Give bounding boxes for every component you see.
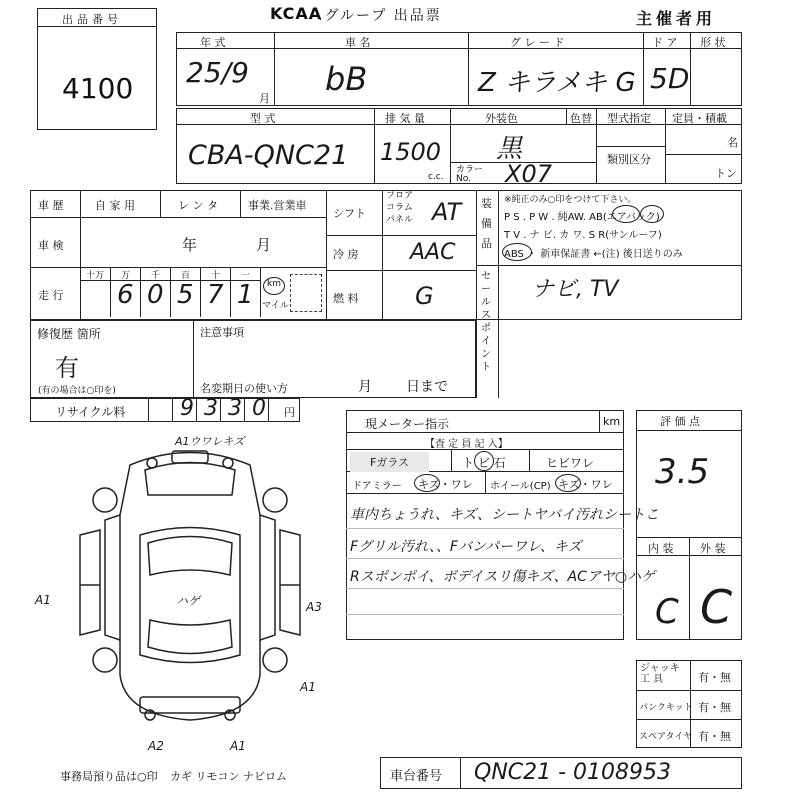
exterior-color-label: 外装色: [485, 112, 518, 125]
spare-tire-value: 有・無: [698, 730, 731, 743]
digit-label: 一: [241, 271, 251, 281]
km-label: km: [267, 279, 281, 289]
inspection-month-label: 月: [256, 236, 272, 254]
color-no-value: X07: [505, 160, 552, 188]
floor-column-label: フロア コラム パネル: [386, 191, 414, 225]
equipment-line2: T V . ナ ビ. カ ワ. S R(サンルーフ): [504, 230, 662, 241]
exterior-score-value: C: [700, 580, 733, 634]
shift-value: AT: [432, 198, 462, 226]
puncture-kit-label: パンクキット: [639, 703, 693, 713]
inspector-comment-3: Rスポンポイ、ボデイスリ傷キズ、ACアヤ○ハゲ: [350, 569, 656, 585]
circle-ab: [640, 205, 664, 223]
grade-value: Z キラメキ G: [478, 68, 636, 98]
inspector-comment-1: 車内ちょうれ、キズ、シートヤバイ汚れシートこ: [350, 507, 659, 523]
cc-unit: c.c.: [428, 172, 444, 182]
business-label: 事業.営業車: [248, 199, 307, 212]
jack-value: 有・無: [698, 671, 731, 684]
diagram-note: A1: [35, 593, 51, 607]
capacity-unit-tons: トン: [715, 167, 737, 180]
circle-abs: [502, 243, 532, 261]
interior-value: C: [655, 592, 679, 632]
fuel-label: 燃 料: [333, 292, 359, 305]
car-name-label: 車 名: [345, 36, 371, 49]
spare-tire-label: スペアタイヤ: [639, 732, 693, 742]
repair-label: 修復歴 箇所: [37, 327, 101, 341]
interior-label: 内 装: [648, 542, 674, 555]
mirror-options: キズ・ワレ: [418, 478, 473, 491]
inspector-comment-2: Fグリル汚れ、、Fバンパーワレ、キズ: [350, 539, 582, 555]
car-name-value: bB: [325, 60, 368, 98]
color-change-label: 色替: [570, 112, 592, 125]
displacement-value: 1500: [380, 138, 442, 166]
door-value: 5D: [650, 62, 690, 95]
year-value: 25/9: [186, 56, 249, 89]
car-diagram: [60, 425, 320, 745]
diagram-note: A1ウワレキズ: [175, 435, 245, 448]
mileage-digit: 7: [207, 280, 224, 310]
mile-label: マイル: [262, 301, 289, 311]
displacement-label: 排 気 量: [385, 112, 425, 125]
meter-label: 現メーター指示: [365, 417, 450, 431]
year-month-unit: 月: [259, 92, 270, 105]
glass-label: Fガラス: [350, 452, 429, 472]
lot-number-label: 出品番号: [62, 13, 122, 26]
chassis-label: 車台番号: [390, 769, 443, 784]
recycle-unit: 円: [284, 406, 295, 419]
mileage-label: 走 行: [38, 289, 64, 302]
shape-label: 形 状: [700, 36, 726, 49]
exterior-score-label: 外 装: [700, 542, 726, 555]
lot-number: 4100: [62, 72, 134, 105]
deadline-day-label: 日まで: [406, 379, 448, 395]
inspection-year-label: 年: [182, 236, 198, 254]
circle-wheel-scratch: [555, 474, 581, 492]
shift-label: シフト: [333, 207, 366, 220]
mirror-label: ドアミラー: [352, 481, 402, 492]
digit-label: 十: [211, 271, 221, 281]
inspection-label: 車 検: [38, 239, 64, 252]
diagram-note: A1: [230, 739, 246, 753]
repair-note: (有の場合は○印を): [38, 386, 116, 396]
mileage-digit: 0: [147, 280, 164, 310]
recycle-digit: 0: [252, 396, 266, 421]
wheel-options: キズ・ワレ: [558, 478, 613, 491]
glass-option-chip: ト ビ 石: [462, 456, 506, 470]
office-items: カギ リモコン ナビロム: [170, 770, 287, 783]
glass-option-crack: ヒビワレ: [546, 456, 595, 470]
diagram-note: A1: [300, 680, 316, 694]
ac-value: AAC: [410, 240, 456, 265]
mileage-digit: 5: [177, 280, 194, 310]
digit-label: 百: [181, 271, 191, 281]
door-label: ド ア: [652, 36, 678, 49]
name-change-label: 名変期日の使い方: [200, 382, 288, 395]
circle-mirror-scratch: [414, 474, 440, 492]
sheet-title: .グループ 出品票: [318, 8, 442, 24]
mileage-digit: 6: [117, 280, 134, 310]
ac-label: 冷 房: [333, 248, 359, 261]
grade-label: グ レ ー ド: [510, 36, 565, 49]
color-no-label: カラー No.: [456, 165, 484, 184]
diagram-note: A3: [306, 600, 322, 614]
equipment-line1: P S . P W . 純AW. AB(エアバック): [504, 212, 660, 223]
deadline-month-label: 月: [358, 379, 372, 395]
recycle-digit: 9: [180, 396, 194, 421]
model-label: 型 式: [250, 112, 276, 125]
sales-point-label: セールスポイント: [481, 271, 491, 373]
diagram-note: ハゲ: [176, 594, 201, 608]
recycle-digit: 3: [204, 396, 218, 421]
score-value: 3.5: [655, 452, 710, 492]
score-label: 評 価 点: [660, 415, 700, 428]
circle-chip: [474, 451, 494, 471]
notes-label: 注意事項: [200, 326, 244, 339]
equipment-label: 装備品: [481, 197, 492, 250]
mile-box: [290, 274, 322, 312]
exterior-color-value: 黒: [496, 134, 523, 164]
equipment-line3: ABS ・ 新車保証書 ←(注) 後日送りのみ: [504, 249, 683, 260]
year-label: 年 式: [200, 36, 226, 49]
organizer-label: 主催者用: [636, 9, 717, 28]
fuel-value: G: [415, 282, 434, 310]
diagram-note: A2: [148, 739, 164, 753]
private-use-label: 自 家 用: [95, 199, 135, 212]
wheel-label: ホイール(CP): [490, 481, 551, 492]
rental-label: レ ン タ: [178, 199, 218, 212]
sales-point-value: ナビ, TV: [532, 277, 619, 302]
recycle-label: リサイクル料: [55, 405, 126, 419]
mileage-digit: 1: [237, 280, 254, 310]
puncture-kit-value: 有・無: [698, 701, 731, 714]
history-label: 車 歴: [38, 199, 64, 212]
capacity-unit-persons: 名: [727, 136, 738, 149]
recycle-digit: 3: [228, 396, 242, 421]
digit-label: 万: [121, 271, 131, 281]
circle-aw: [612, 205, 640, 223]
capacity-label: 定員・積載: [672, 112, 727, 125]
model-value: CBA-QNC21: [188, 140, 349, 171]
inspector-label: 【査 定 員 記 入】: [425, 439, 508, 450]
meter-unit: km: [603, 415, 621, 428]
category-label: 類別区分: [607, 153, 651, 166]
digit-label: 千: [151, 271, 161, 281]
jack-label: ジャッキ 工 具: [640, 663, 680, 685]
type-designation-label: 型式指定: [607, 112, 651, 125]
repair-value: 有: [55, 354, 79, 382]
equipment-note: ※純正のみ○印をつけて下さい。: [504, 195, 637, 205]
chassis-number: QNC21 - 0108953: [474, 760, 672, 785]
digit-label: 十万: [86, 271, 105, 281]
brand-logo: KCAA: [270, 4, 323, 23]
office-note: 事務局預り品は○印: [60, 770, 158, 783]
